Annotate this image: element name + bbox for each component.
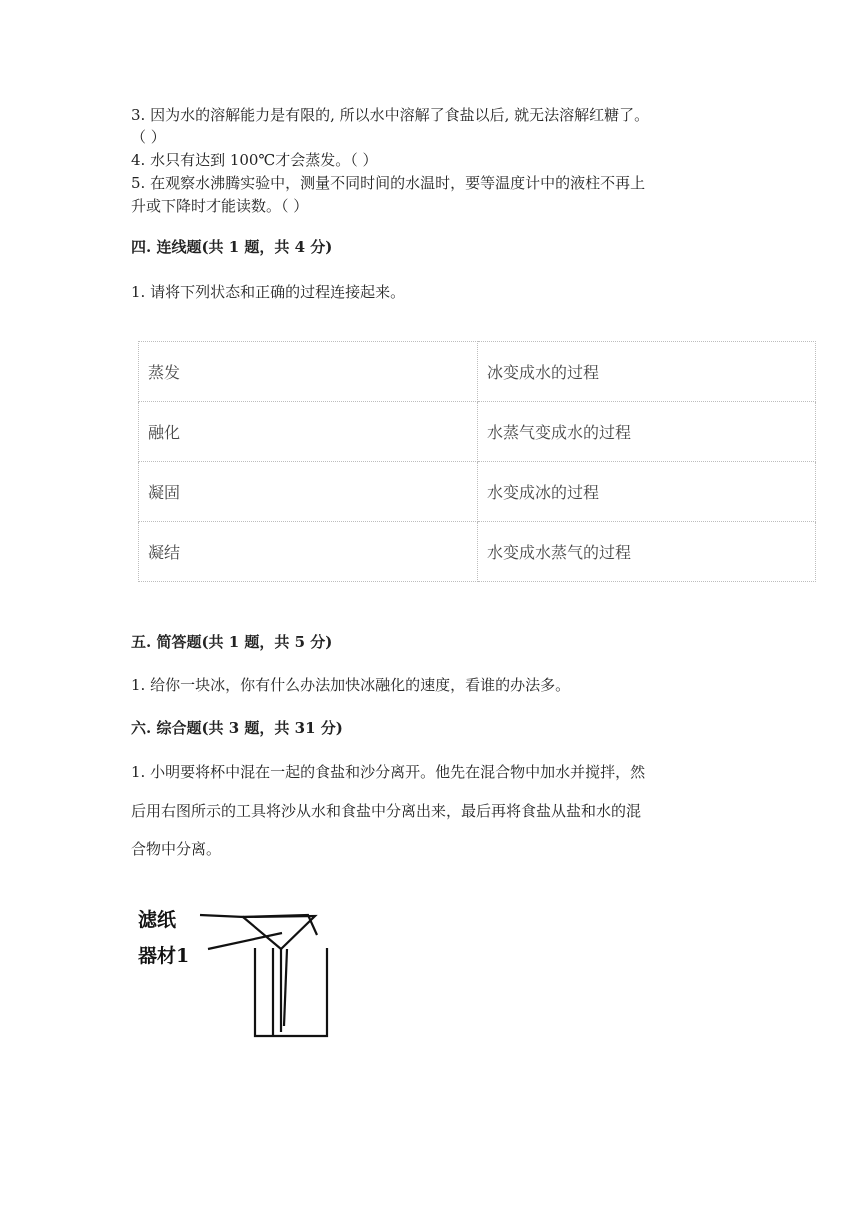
process-cell: 水蒸气变成水的过程 xyxy=(478,402,816,462)
equipment-label: 器材1 xyxy=(138,945,190,967)
funnel-stem-edge xyxy=(284,949,287,1026)
table-row xyxy=(139,342,816,402)
state-cell: 融化 xyxy=(139,402,478,462)
question-5-text-line-1: 5. 在观察水沸腾实验中，测量不同时间的水温时，要等温度计中的液柱不再上 xyxy=(131,174,646,192)
section-5-heading: 五. 简答题(共 1 题，共 5 分) xyxy=(131,633,333,651)
process-cell: 水变成水蒸气的过程 xyxy=(478,522,816,582)
state-cell: 凝固 xyxy=(139,462,478,522)
state-cell: 凝结 xyxy=(139,522,478,582)
table-row xyxy=(139,462,816,522)
section-6-heading: 六. 综合题(共 3 题，共 31 分) xyxy=(131,719,343,737)
section-4-heading: 四. 连线题(共 1 题，共 4 分) xyxy=(131,238,333,256)
question-5-text-line-2: 升或下降时才能读数。（ ） xyxy=(131,197,309,215)
filtration-apparatus-diagram xyxy=(132,896,342,1041)
filter-paper-pointer-line xyxy=(200,915,244,917)
table-row xyxy=(139,402,816,462)
process-cell: 水变成冰的过程 xyxy=(478,462,816,522)
comprehensive-question-line-3: 合物中分离。 xyxy=(131,840,222,858)
table-row xyxy=(139,522,816,582)
matching-table xyxy=(138,341,816,582)
process-cell: 冰变成水的过程 xyxy=(478,342,816,402)
question-3-answer-blank: （ ） xyxy=(131,128,166,146)
question-3-text: 3. 因为水的溶解能力是有限的, 所以水中溶解了食盐以后, 就无法溶解红糖了。 xyxy=(131,106,650,124)
short-answer-question-text: 1. 给你一块冰，你有什么办法加快冰融化的速度，看谁的办法多。 xyxy=(131,676,571,694)
comprehensive-question-line-2: 后用右图所示的工具将沙从水和食盐中分离出来，最后再将食盐从盐和水的混 xyxy=(131,802,642,820)
beaker-icon xyxy=(255,948,327,1036)
state-cell: 蒸发 xyxy=(139,342,478,402)
filter-paper-label: 滤纸 xyxy=(138,909,177,931)
funnel-icon xyxy=(243,916,315,949)
question-4-text: 4. 水只有达到 100℃才会蒸发。（ ） xyxy=(131,151,378,169)
comprehensive-question-line-1: 1. 小明要将杯中混在一起的食盐和沙分离开。他先在混合物中加水并搅拌，然 xyxy=(131,763,646,781)
matching-question-text: 1. 请将下列状态和正确的过程连接起来。 xyxy=(131,283,406,301)
